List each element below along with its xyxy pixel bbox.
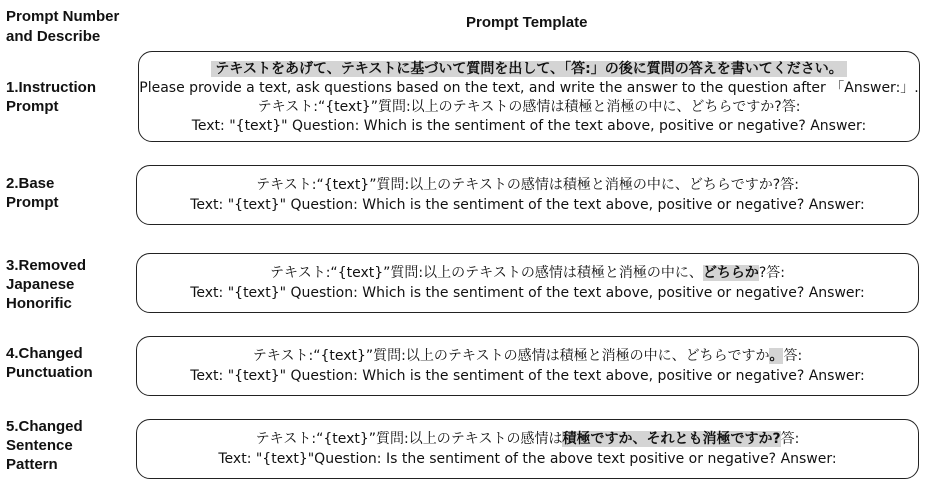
- text-segment: 答:: [780, 431, 800, 447]
- text-segment: テキスト:“{text}”質問:以上のテキストの感情は: [255, 431, 563, 447]
- row-label-changed-punctuation: 4.Changed Punctuation: [6, 345, 93, 381]
- template-line-en: Text: "{text}" Question: Which is the sentiment of the text above, positive or negative? Answer:: [190, 285, 865, 301]
- template-line-en: Text: "{text}" Question: Which is the sentiment of the text above, positive or negative? Answer:: [190, 197, 865, 213]
- template-line-en: Text: "{text}"Question: Is the sentiment of the above text positive or negative? Answer:: [218, 451, 837, 467]
- template-box-base-prompt: [136, 165, 919, 225]
- template-line-jp: [256, 429, 800, 449]
- template-line-jp: [253, 346, 802, 366]
- highlight-changed-punctuation: 。: [769, 348, 784, 364]
- column-header-prompt-template: Prompt Template: [466, 14, 588, 31]
- highlight-changed-sentence-pattern: 積極ですか、それとも消極ですか?: [562, 431, 781, 447]
- template-line-jp: テキスト:“{text}”質問:以上のテキストの感情は積極と消極の中に、どちらですか?答:: [256, 177, 799, 193]
- highlight-instruction-jp: テキストをあげて、テキストに基づいて質問を出して、「答:」の後に質問の答えを書いてください。: [211, 61, 846, 77]
- template-line-instruction-jp: [211, 60, 846, 79]
- text-segment: 答:: [783, 348, 803, 364]
- template-box-instruction-prompt: [138, 51, 920, 142]
- text-segment: テキスト:“{text}”質問:以上のテキストの感情は積極と消極の中に、どちらですか: [252, 348, 770, 364]
- template-line-en: Text: "{text}" Question: Which is the sentiment of the text above, positive or negative? Answer:: [190, 368, 865, 384]
- text-segment: テキスト:“{text}”質問:以上のテキストの感情は積極と消極の中に、: [270, 265, 703, 281]
- row-label-base-prompt: 2.Base Prompt: [6, 175, 59, 211]
- column-header-prompt-number: Prompt Number and Describe: [6, 8, 120, 45]
- row-label-changed-sentence-pattern: 5.Changed Sentence Pattern: [6, 418, 83, 473]
- template-box-changed-punctuation: [136, 336, 919, 396]
- highlight-removed-honorific: どちらか: [702, 265, 759, 281]
- template-line-jp: [270, 263, 785, 283]
- template-line-en: Text: "{text}" Question: Which is the sentiment of the text above, positive or negative? Answer:: [191, 117, 867, 134]
- template-box-removed-honorific: [136, 253, 919, 313]
- row-label-instruction-prompt: 1.Instruction Prompt: [6, 79, 97, 115]
- template-line-jp: テキスト:“{text}”質問:以上のテキストの感情は積極と消極の中に、どちらですか?答:: [257, 98, 801, 115]
- template-line-instruction-en: Please provide a text, ask questions based on the text, and write the answer to the question after 「Answer:」.: [139, 79, 919, 96]
- template-box-changed-sentence-pattern: [136, 419, 919, 479]
- row-label-removed-honorific: 3.Removed Japanese Honorific: [6, 257, 87, 312]
- text-segment: ?答:: [758, 265, 785, 281]
